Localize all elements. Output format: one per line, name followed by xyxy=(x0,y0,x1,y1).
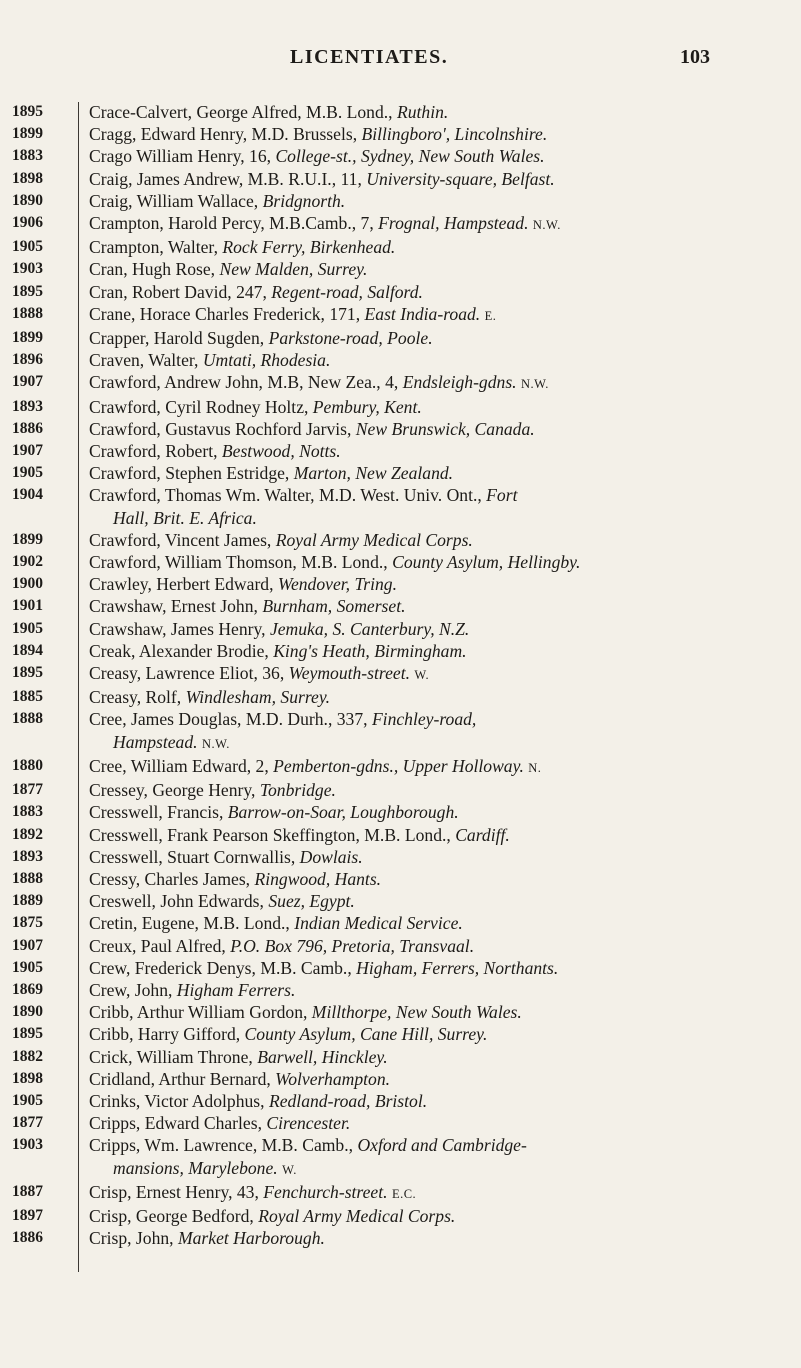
entry-name: Cran, Hugh Rose, xyxy=(89,259,220,280)
entry-year: 1905 xyxy=(12,958,43,976)
entry-place: Barrow-on-Soar, Loughborough. xyxy=(227,802,459,823)
entry-place: Jemuka, S. Canterbury, N.Z. xyxy=(269,618,470,639)
page-number: 103 xyxy=(680,46,710,68)
register-entry xyxy=(0,303,801,327)
entry-year: 1899 xyxy=(12,329,43,347)
entry-place: Pemberton-gdns., Upper Holloway. xyxy=(273,755,524,776)
register-entry xyxy=(0,258,801,280)
entry-name: Craig, William Wallace, xyxy=(89,190,263,211)
entry-name: Crinks, Victor Adolphus, xyxy=(89,1090,269,1111)
entry-line xyxy=(89,101,789,123)
entry-line xyxy=(89,1068,789,1090)
entry-line xyxy=(89,371,789,395)
entry-name: Cribb, Harry Gifford, xyxy=(89,1024,245,1045)
entry-place-continued: Hampstead. xyxy=(113,731,198,752)
register-entry xyxy=(0,1090,801,1112)
entry-place: Regent-road, Salford. xyxy=(271,281,423,302)
entry-line xyxy=(89,145,789,167)
entry-year: 1883 xyxy=(12,147,43,165)
register-entry xyxy=(0,1112,801,1134)
postal-district: N.W. xyxy=(201,736,230,751)
entry-name: Cree, William Edward, 2, xyxy=(89,755,274,776)
entry-name: Creasy, Lawrence Eliot, 36, xyxy=(89,663,289,684)
register-entry xyxy=(0,440,801,462)
register-entry xyxy=(0,935,801,957)
entry-line xyxy=(89,686,789,708)
postal-district: E. xyxy=(484,308,497,323)
register-entries xyxy=(0,101,801,1249)
entry-name: Crawford, Cyril Rodney Holtz, xyxy=(89,396,313,417)
entry-line xyxy=(89,595,789,617)
entry-year: 1889 xyxy=(12,892,43,910)
entry-line xyxy=(89,303,789,327)
entry-place: College-st., Sydney, New South Wales. xyxy=(275,146,545,167)
entry-line xyxy=(89,529,789,551)
entry-name: Crisp, John, xyxy=(89,1228,178,1249)
entry-year: 1898 xyxy=(12,169,43,187)
register-entry xyxy=(0,236,801,258)
entry-place: Wendover, Tring. xyxy=(277,574,397,595)
register-entry xyxy=(0,190,801,212)
postal-district: N.W. xyxy=(532,218,561,233)
entry-place: Marton, New Zealand. xyxy=(293,463,454,484)
entry-line xyxy=(89,168,789,190)
entry-place: King's Heath, Birmingham. xyxy=(273,640,467,661)
entry-year: 1907 xyxy=(12,442,43,460)
entry-year: 1895 xyxy=(12,103,43,120)
register-entry xyxy=(0,529,801,551)
entry-place: University-square, Belfast. xyxy=(366,168,555,189)
entry-year: 1903 xyxy=(12,1136,43,1154)
entry-name: Cresswell, Stuart Cornwallis, xyxy=(89,846,300,867)
entry-year: 1895 xyxy=(12,282,43,300)
entry-name: Crawley, Herbert Edward, xyxy=(89,574,278,595)
entry-place: Dowlais. xyxy=(299,846,363,867)
entry-name: Crane, Horace Charles Frederick, 171, xyxy=(89,303,365,324)
register-entry xyxy=(0,868,801,890)
entry-name: Creswell, John Edwards, xyxy=(89,891,269,912)
page-header xyxy=(0,46,801,76)
entry-name: Creasy, Rolf, xyxy=(89,687,186,708)
register-entry xyxy=(0,979,801,1001)
entry-place: Wolverhampton. xyxy=(275,1068,391,1089)
entry-year: 1896 xyxy=(12,351,43,369)
entry-line xyxy=(89,779,789,801)
entry-name: Cripps, Edward Charles, xyxy=(89,1113,267,1134)
entry-line xyxy=(89,484,789,506)
register-entry xyxy=(0,212,801,236)
postal-district: W. xyxy=(414,668,430,683)
postal-district: N. xyxy=(528,760,542,775)
entry-line xyxy=(89,1023,789,1045)
entry-name: Crampton, Walter, xyxy=(89,237,223,258)
postal-district: E.C. xyxy=(391,1186,417,1201)
entry-continuation-line xyxy=(89,731,789,755)
entry-place: Barwell, Hinckley. xyxy=(257,1046,388,1067)
entry-place: County Asylum, Cane Hill, Surrey. xyxy=(244,1024,488,1045)
entry-year: 1897 xyxy=(12,1206,43,1224)
entry-year: 1875 xyxy=(12,914,43,932)
entry-line xyxy=(89,890,789,912)
entry-line xyxy=(89,1205,789,1227)
entry-name: Crawford, Gustavus Rochford Jarvis, xyxy=(89,418,356,439)
entry-year: 1895 xyxy=(12,664,43,682)
entry-name: Crace-Calvert, George Alfred, M.B. Lond., xyxy=(89,102,397,122)
register-entry xyxy=(0,349,801,371)
running-title: LICENTIATES. xyxy=(290,46,449,68)
entry-place: Fort xyxy=(486,485,518,506)
entry-name: Crew, John, xyxy=(89,979,177,1000)
register-entry xyxy=(0,957,801,979)
entry-name: Creak, Alexander Brodie, xyxy=(89,640,274,661)
entry-name: Cresswell, Frank Pearson Skeffington, M.B. Lond., xyxy=(89,824,456,845)
entry-line xyxy=(89,258,789,280)
entry-name: Cribb, Arthur William Gordon, xyxy=(89,1002,312,1023)
entry-year: 1882 xyxy=(12,1047,43,1065)
register-entry xyxy=(0,1001,801,1023)
entry-year: 1893 xyxy=(12,847,43,865)
entry-year: 1890 xyxy=(12,1003,43,1021)
entry-name: Cresswell, Francis, xyxy=(89,802,228,823)
entry-place: Millthorpe, New South Wales. xyxy=(311,1002,522,1023)
entry-year: 1890 xyxy=(12,191,43,209)
register-entry xyxy=(0,1046,801,1068)
entry-year: 1895 xyxy=(12,1025,43,1043)
entry-year: 1899 xyxy=(12,125,43,143)
entry-name: Crawford, Thomas Wm. Walter, M.D. West. Univ. Ont., xyxy=(89,485,487,506)
entry-year: 1907 xyxy=(12,373,43,391)
entry-line xyxy=(89,935,789,957)
entry-place: Burnham, Somerset. xyxy=(262,596,406,617)
entry-year: 1885 xyxy=(12,688,43,706)
entry-year: 1907 xyxy=(12,936,43,954)
register-entry xyxy=(0,145,801,167)
entry-year: 1899 xyxy=(12,530,43,548)
entry-name: Crawford, Andrew John, M.B, New Zea., 4, xyxy=(89,372,403,393)
entry-place: Suez, Egypt. xyxy=(268,891,355,912)
entry-line xyxy=(89,1181,789,1205)
entry-line xyxy=(89,755,789,779)
entry-place: Frognal, Hampstead. xyxy=(378,213,529,234)
entry-line xyxy=(89,190,789,212)
entry-year: 1869 xyxy=(12,980,43,998)
entry-year: 1905 xyxy=(12,464,43,482)
entry-line xyxy=(89,396,789,418)
entry-name: Crawford, Stephen Estridge, xyxy=(89,463,294,484)
entry-line xyxy=(89,640,789,662)
entry-place: Tonbridge. xyxy=(259,780,336,801)
entry-name: Crago William Henry, 16, xyxy=(89,146,276,167)
entry-line xyxy=(89,440,789,462)
entry-year: 1893 xyxy=(12,397,43,415)
register-entry xyxy=(0,573,801,595)
register-entry xyxy=(0,595,801,617)
entry-line xyxy=(89,868,789,890)
entry-place: County Asylum, Hellingby. xyxy=(392,552,581,573)
entry-name: Crampton, Harold Percy, M.B.Camb., 7, xyxy=(89,213,379,234)
register-entry xyxy=(0,484,801,528)
entry-line xyxy=(89,1227,789,1249)
entry-place: Fenchurch-street. xyxy=(263,1181,388,1202)
entry-year: 1894 xyxy=(12,641,43,659)
register-entry xyxy=(0,1068,801,1090)
entry-place: New Brunswick, Canada. xyxy=(355,418,535,439)
register-entry xyxy=(0,779,801,801)
register-entry xyxy=(0,640,801,662)
entry-line xyxy=(89,212,789,236)
entry-line xyxy=(89,551,789,573)
entry-line xyxy=(89,418,789,440)
entry-line xyxy=(89,573,789,595)
entry-line xyxy=(89,979,789,1001)
entry-year: 1888 xyxy=(12,304,43,322)
entry-year: 1883 xyxy=(12,803,43,821)
register-entry xyxy=(0,1023,801,1045)
register-entry xyxy=(0,327,801,349)
register-entry xyxy=(0,912,801,934)
entry-place: Bestwood, Notts. xyxy=(221,441,341,462)
entry-line xyxy=(89,236,789,258)
register-entry xyxy=(0,281,801,303)
register-entry xyxy=(0,396,801,418)
entry-year: 1892 xyxy=(12,825,43,843)
entry-place: Billingboro', Lincolnshire. xyxy=(361,124,548,145)
entry-place: Ringwood, Hants. xyxy=(254,868,382,889)
entry-year: 1887 xyxy=(12,1182,43,1200)
entry-line xyxy=(89,1134,789,1156)
entry-line xyxy=(89,1001,789,1023)
entry-name: Cressy, Charles James, xyxy=(89,868,255,889)
register-entry xyxy=(0,551,801,573)
register-entry xyxy=(0,1134,801,1180)
entry-line xyxy=(89,708,789,730)
entry-place: Parkstone-road, Poole. xyxy=(268,328,433,349)
entry-place: Cardiff. xyxy=(455,824,510,845)
entry-place: Rock Ferry, Birkenhead. xyxy=(222,237,396,258)
register-entry xyxy=(0,168,801,190)
entry-line xyxy=(89,1112,789,1134)
register-entry xyxy=(0,662,801,686)
entry-place: Oxford and Cambridge- xyxy=(357,1135,527,1156)
entry-line xyxy=(89,618,789,640)
entry-year: 1877 xyxy=(12,1114,43,1132)
entry-name: Crapper, Harold Sugden, xyxy=(89,328,269,349)
entry-place: Pembury, Kent. xyxy=(312,396,422,417)
entry-name: Crick, William Throne, xyxy=(89,1046,258,1067)
entry-name: Creux, Paul Alfred, xyxy=(89,935,231,956)
entry-year: 1898 xyxy=(12,1069,43,1087)
register-entry xyxy=(0,418,801,440)
register-entry xyxy=(0,824,801,846)
entry-place: Weymouth-street. xyxy=(288,663,410,684)
register-entry xyxy=(0,618,801,640)
register-entry xyxy=(0,101,801,123)
entry-year: 1905 xyxy=(12,619,43,637)
postal-district: N.W. xyxy=(520,377,549,392)
register-entry xyxy=(0,890,801,912)
register-entry xyxy=(0,123,801,145)
register-entry xyxy=(0,1205,801,1227)
register-entry xyxy=(0,686,801,708)
entry-name: Cripps, Wm. Lawrence, M.B. Camb., xyxy=(89,1135,358,1156)
entry-line xyxy=(89,801,789,823)
entry-year: 1903 xyxy=(12,260,43,278)
entry-name: Craig, James Andrew, M.B. R.U.I., 11, xyxy=(89,168,367,189)
postal-district: W. xyxy=(282,1162,297,1177)
entry-place: New Malden, Surrey. xyxy=(219,259,368,280)
entry-place: East India-road. xyxy=(364,303,481,324)
entry-year: 1886 xyxy=(12,419,43,437)
entry-name: Craven, Walter, xyxy=(89,350,203,371)
entry-name: Crawford, Vincent James, xyxy=(89,529,276,550)
entry-line xyxy=(89,123,789,145)
entry-line xyxy=(89,912,789,934)
entry-name: Cree, James Douglas, M.D. Durh., 337, xyxy=(89,709,372,730)
entry-place: Indian Medical Service. xyxy=(294,913,463,934)
entry-year: 1904 xyxy=(12,486,43,504)
entry-place: P.O. Box 796, Pretoria, Transvaal. xyxy=(230,935,475,956)
entry-place-continued: mansions, Marylebone. xyxy=(113,1157,278,1178)
entry-name: Crawford, William Thomson, M.B. Lond., xyxy=(89,552,393,573)
entry-line xyxy=(89,462,789,484)
entry-year: 1906 xyxy=(12,214,43,232)
entry-line xyxy=(89,662,789,686)
entry-year: 1905 xyxy=(12,238,43,256)
entry-name: Cressey, George Henry, xyxy=(89,780,260,801)
register-entry xyxy=(0,755,801,779)
entry-name: Crawford, Robert, xyxy=(89,441,222,462)
entry-place: Windlesham, Surrey. xyxy=(185,687,331,708)
entry-place: Higham, Ferrers, Northants. xyxy=(356,957,559,978)
entry-year: 1888 xyxy=(12,869,43,887)
entry-line xyxy=(89,349,789,371)
entry-name: Cragg, Edward Henry, M.D. Brussels, xyxy=(89,124,362,145)
entry-place: Umtati, Rhodesia. xyxy=(202,350,331,371)
entry-place-continued: Hall, Brit. E. Africa. xyxy=(113,507,257,528)
entry-place: Redland-road, Bristol. xyxy=(268,1090,428,1111)
entry-line xyxy=(89,957,789,979)
entry-place: Ruthin. xyxy=(396,102,449,122)
entry-line xyxy=(89,327,789,349)
entry-name: Crawshaw, Ernest John, xyxy=(89,596,263,617)
entry-year: 1877 xyxy=(12,781,43,799)
entry-line xyxy=(89,824,789,846)
entry-name: Cran, Robert David, 247, xyxy=(89,281,272,302)
entry-place: Bridgnorth. xyxy=(262,190,346,211)
entry-place: Higham Ferrers. xyxy=(176,979,296,1000)
entry-line xyxy=(89,846,789,868)
register-entry xyxy=(0,1227,801,1249)
entry-name: Crisp, Ernest Henry, 43, xyxy=(89,1181,264,1202)
entry-year: 1902 xyxy=(12,553,43,571)
register-entry xyxy=(0,801,801,823)
entry-place: Royal Army Medical Corps. xyxy=(275,529,473,550)
entry-name: Crew, Frederick Denys, M.B. Camb., xyxy=(89,957,357,978)
entry-year: 1901 xyxy=(12,597,43,615)
entry-place: Endsleigh-gdns. xyxy=(402,372,517,393)
entry-year: 1888 xyxy=(12,710,43,728)
register-entry xyxy=(0,1181,801,1205)
entry-place: Finchley-road, xyxy=(371,709,477,730)
entry-name: Cridland, Arthur Bernard, xyxy=(89,1068,276,1089)
entry-name: Cretin, Eugene, M.B. Lond., xyxy=(89,913,295,934)
entry-year: 1886 xyxy=(12,1229,43,1247)
entry-line xyxy=(89,1046,789,1068)
entry-place: Cirencester. xyxy=(266,1113,351,1134)
entry-line xyxy=(89,1090,789,1112)
entry-name: Crisp, George Bedford, xyxy=(89,1205,259,1226)
entry-continuation-line xyxy=(89,507,789,529)
register-entry xyxy=(0,462,801,484)
entry-place: Royal Army Medical Corps. xyxy=(258,1205,456,1226)
register-entry xyxy=(0,846,801,868)
entry-continuation-line xyxy=(89,1157,789,1181)
entry-line xyxy=(89,281,789,303)
entry-name: Crawshaw, James Henry, xyxy=(89,618,270,639)
entry-place: Market Harborough. xyxy=(177,1228,325,1249)
entry-year: 1905 xyxy=(12,1091,43,1109)
register-entry xyxy=(0,708,801,754)
entry-year: 1880 xyxy=(12,756,43,774)
entry-year: 1900 xyxy=(12,575,43,593)
register-entry xyxy=(0,371,801,395)
